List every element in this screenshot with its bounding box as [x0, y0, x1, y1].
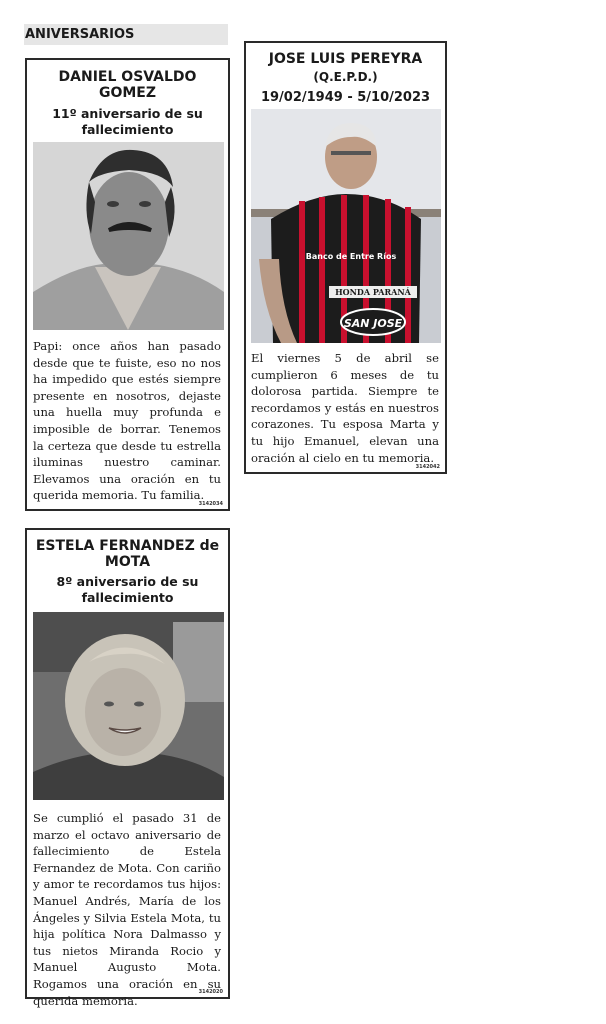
notice-subtitle: 8º aniversario de su fallecimiento: [56, 574, 199, 605]
portrait-woman-image: [33, 612, 224, 800]
section-title: ANIVERSARIOS: [25, 27, 135, 42]
notice-jose-pereyra: [244, 41, 447, 474]
portrait-photo: [33, 612, 224, 800]
ad-code: 3142034: [198, 501, 223, 507]
notice-estela-fernandez: [25, 528, 230, 1008]
notice-subtitle: 11º aniversario de su fallecimiento: [52, 106, 203, 137]
jersey-sponsor-3: SAN JOSE: [343, 317, 403, 330]
jersey-sponsor-2: HONDA PARANÁ: [335, 287, 411, 297]
portrait-man-image: [33, 142, 224, 330]
notice-name: JOSE LUIS PEREYRA: [268, 51, 423, 67]
notice-daniel-gomez: [25, 58, 230, 511]
section-header: [24, 24, 228, 45]
notice-name: ESTELA FERNANDEZ de MOTA: [35, 538, 220, 570]
ad-code: 3142020: [198, 989, 223, 995]
ad-code: 3142042: [415, 464, 440, 470]
notice-subtitle: (Q.E.P.D.): [313, 70, 378, 84]
portrait-photo: [251, 109, 441, 343]
notice-dates: 19/02/1949 - 5/10/2023: [260, 90, 431, 105]
portrait-man-jersey-image: [251, 109, 441, 343]
jersey-sponsor-1: Banco de Entre Ríos: [305, 252, 397, 261]
portrait-photo: [33, 142, 224, 330]
notice-name: DANIEL OSVALDO GOMEZ: [58, 69, 197, 101]
notice-body: El viernes 5 de abril se cumplieron 6 meses de tu dolorosa partida. Siempre te recordamos y estás en nuestros corazones. Tu esposa Marta y tu hijo Emanuel, elevan una oración al cielo en tu memoria.: [251, 351, 439, 465]
notice-body: Papi: once años han pasado desde que te fuiste, eso no nos ha impedido que estés siempre presente en nosotros, dejaste una huella muy profunda e imposible de borrar. Tenemos la certeza que desde tu estrella iluminas nuestro caminar. Elevamos una oración en tu querida memoria. Tu familia.: [33, 339, 221, 503]
notice-body: Se cumplió el pasado 31 de marzo el octavo aniversario de fallecimiento de Estela Fernandez de Mota. Con cariño y amor te recordamos tus hijos: Manuel Andrés, María de los Ángeles y Silvia Estela Mota, tu hija política Nora Dalmasso y tus nietos Miranda Rocio y Manuel Augusto Mota. Rogamos una oración en su querida memoria.: [33, 811, 221, 1008]
